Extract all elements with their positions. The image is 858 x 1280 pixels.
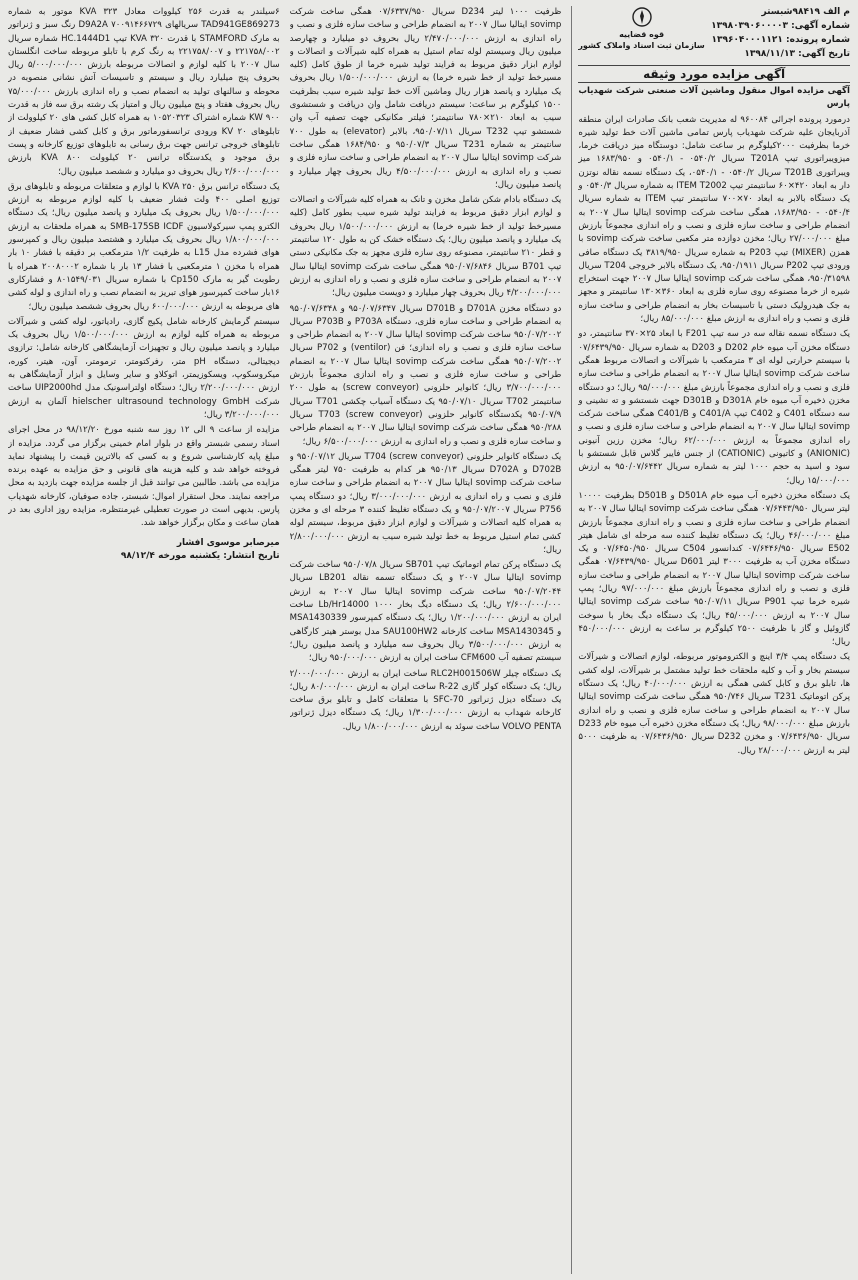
notice-date-label: تاریخ آگهی: <box>798 49 850 59</box>
ref-number: م الف ۹۸۴۱۹شبستر <box>761 7 850 17</box>
publication-date-label: تاریخ انتشار: یکشنبه مورخه <box>158 550 280 561</box>
paragraph: یک دستگاه کانوایر حلزونی (screw conveyor) T704 سریال ۹۵۰/۰۷/۱۲ و D702B و D702A سریال ۹۵۰/۱۳ هر کدام به ظرفیت ۷۵۰ لیتر همگی ساخت شرکت sovimp ایتالیا سال ۲۰۰۷ به انضمام طراحی و ساخت سازه فلزی و نصب و راه اندازی به ارزش ۳/۰۰۰/۰۰۰/۰۰۰ ریال؛ دو دستگاه پمپ P756 سریال ۹۵۰/۰۷/۲۰۰۷ و یک دستگاه تغلیظ کننده ۳ مرحله ای و مخزن به همراه کلیه اتصالات و شیرآلات و لوازم ابزار دقیق مربوط، سیستم لوله کشی تمام استیل مربوط به خط تولید شیره سیب به ارزش ۲/۸۰۰/۰۰۰/۰۰۰ ریال؛ <box>289 451 562 555</box>
notice-meta <box>711 6 850 62</box>
case-number-value: ۱۳۹۶۰۴۰۰۰۱۱۲۱ <box>711 35 783 45</box>
case-number-label: شماره پرونده: <box>786 35 850 45</box>
organization-emblem <box>578 6 704 51</box>
paragraph: دو دستگاه مخزن D701A و D701B سریال ۹۵۰/۰۷/۶۳۴۷ و ۹۵۰/۰۷/۶۳۴۸ به انضمام طراحی و ساخت سازه فلزی، دستگاه P703A و P703B سریال ۹۵۰/۰۷/۲۰۰۲ ساخت شرکت sovimp ایتالیا سال ۲۰۰۷ به انضمام طراحی و ساخت سازه فلزی و نصب و راه اندازی؛ فن (ventilor) و P702 سریال ۹۵۰/۰۷/۲۰۰۲ همگی ساخت شرکت sovimp ایتالیا سال ۲۰۰۷ به انضمام طراحی و ساخت سازه فلزی و نصب و راه اندازی مجموعاً بارزش ۳/۷۰۰/۰۰۰/۰۰۰ ریال؛ کانوایر حلزونی (screw conveyor) به طول ۲۰۰ سانتیمتر T702 سریال ۹۵۰/۰۷/۱۰ یک دستگاه آسیاب چکشی T701 سریال ۹۵۰/۰۷/۹ یکدستگاه کانوایر حلزونی (screw conveyor) T703 سریال ۹۵۰/۲۸۸ همگی ساخت شرکت sovimp ایتالیا سال ۲۰۰۷ به انضمام طراحی و ساخت سازه فلزی و نصب و راه اندازی به ارزش ۶/۵۰۰/۰۰۰/۰۰۰ ریال؛ <box>289 303 562 447</box>
paragraph: یک دستگاه مخزن ذخیره آب میوه خام D501A و D501B بظرفیت ۱۰۰۰۰ لیتر سریال ۰۷/۶۴۴۳/۹۵۰ همگی ساخت شرکت sovimp ایتالیا سال ۲۰۰۷ به انضمام طراحی و ساخت سازه فلزی و نصب و راه اندازی مجموعاً بارزش مبلغ ۴۶/۰۰۰/۰۰۰ ریال؛ یک دستگاه تغلیظ کننده سه مرحله ای شامل هیتر E502 سریال ۰۷/۶۴۴۶/۹۵۰ کندانسور C504 سریال ۰۷/۶۴۵۰/۹۵۰ و یک دستگاه مخزن آب به ظرفیت ۳۰۰۰ لیتر D601 سریال ۰۷/۶۴۳۹/۹۵۰ همگی ساخت شرکت sovimp ایتالیا سال ۲۰۰۷ به انضمام طراحی و ساخت سازه فلزی و نصب و راه اندازی مجموعاً بارزش مبلغ ۹۷/۰۰۰/۰۰۰ ریال؛ پمپ شیره خرما تیپ P901 سریال ۹۵۰/۰۷/۱۱ ساخت شرکت sovimp ایتالیا سال ۲۰۰۷ به ارزش ۴۵/۰۰۰/۰۰۰ ریال؛ یک دستگاه دیگ بخار با سوخت گازوئیل و گاز با ظرفیت ۲۵۰۰ کیلوگرم بر ساعت به ارزش ۴۵۰/۰۰۰/۰۰۰ ریال؛ <box>578 490 850 648</box>
emblem-icon <box>631 6 653 28</box>
column-right <box>571 6 850 1274</box>
case-number <box>711 34 850 46</box>
paragraph: یک دستگاه نسمه نقاله سه در سه تیپ F201 با ابعاد ۲۵×۳۷۰ سانتیمتر، دو دستگاه مخزن آب میوه خام D202 و D203 به شماره سریال ۰۷/۶۴۳۹/۹۵۰ با سیستم حرارتی لوله ای ۳ مترمکعب با شیرآلات و اتصالات مربوط همگی ساخت شرکت sovimp ایتالیا سال ۲۰۰۷ به انضمام طراحی و ساخت سازه فلزی و نصب و راه اندازی مجموعاً بارزش مبلغ ۹۵/۰۰۰/۰۰۰ ریال؛ دو دستگاه مخزن ذخیره آب میوه خام D301A و D301B جهت شستشو و ته نشینی و سه دستگاه C401 و C402 تیپ C401/A و C401/B همگی ساخت شرکت sovimp ایتالیا سال ۲۰۰۷ به انضمام طراحی و ساخت سازه فلزی و نصب و راه اندازی مجموعاً به ارزش ۶۲/۰۰۰/۰۰۰ ریال؛ مخزن رزین آنیونی (ANIONIC) و کاتیونی (CATIONIC) از جنس فایبر گلاس قابل شستشو با سود و اسید به حجم ۱۰۰۰ لیتر به شماره سریال ۹۵۰/۰۷/۶۴۴۲ به ارزش ۱۵/۰۰۰/۰۰۰ ریال؛ <box>578 329 850 486</box>
columns <box>8 6 850 1274</box>
notice-header <box>578 6 850 62</box>
notice-number <box>711 20 850 32</box>
column-left <box>8 6 280 1274</box>
paragraph: مزایده از ساعت ۹ الی ۱۲ روز سه شنبه مورخ ۹۸/۱۲/۲۰ در محل اجرای اسناد رسمی شبستر واقع در بلوار امام خمینی برگزار می گردد. مزایده از مبلغ پایه کارشناسی شروع و به کسی که بالاترین قیمت را پیشنهاد نماید فروخته خواهد شد و کلیه هزینه های قانونی و حق مزایده به عهده برنده مزایده می باشد. طالبین می توانند قبل از جلسه مزایده جهت بازدید به محل مراجعه نمایند. محل استقرار اموال: شبستر، جاده صوفیان، کارخانه شهدیاب پارس. بدیهی است در صورت تعطیلی غیرمنتظره، مزایده روز اداری بعد در همان ساعت و مکان برگزار خواهد شد. <box>7 425 280 529</box>
publication-date-value: ۹۸/۱۲/۴ <box>120 550 155 561</box>
paragraph: یک دستگاه ترانس برق KVA ۲۵۰ با لوازم و متعلقات مربوطه و تابلوهای برق توزیع اصلی ۴۰۰ ولت فشار ضعیف با کلیه لوازم مربوطه به ارزش ۱/۵۰۰/۰۰۰/۰۰۰ ریال بحروف یک میلیارد و پانصد میلیون ریال؛ یک دستگاه الکترو پمپ سیرکولاسیون SMB-175SB ICDF به همراه ملحقات به ارزش ۱/۸۰۰/۰۰۰/۰۰۰ ریال بحروف یک میلیارد و هشتصد میلیون ریال و کمپرسور هوای فشرده مدل L15 به ظرفیت ۱/۲ مترمکعب بر دقیقه با فشار ۱۰ بار همراه با مخزن ۱ مترمکعبی با فشار ۱۳ بار با شماره ۲۰۰۸۰۰۰۲ همراه با رطوبت گیر به مارک Cp150 با شماره سریال ۸۰۱۵۴۹/۰۳۱ و فشارکاری ۱۶بار ساخت کمپرسور هوای تبریز به انضمام نصب و راه اندازی و لوله کشی های مربوطه به ارزش ۶۰۰/۰۰۰/۰۰۰ ریال بحروف ششصد میلیون ریال؛ <box>7 181 280 312</box>
column-middle <box>290 6 562 1274</box>
notice-date-value: ۱۳۹۸/۱۱/۱۳ <box>744 49 795 59</box>
signature: میرصابر موسوی افشار <box>176 537 280 548</box>
paragraph: ۶سیلندر به قدرت ۲۵۶ کیلووات معادل ۳۲۳ KVA موتور به شماره TAD941GE869273 سریالهای ۷۰۰۹۱۴۶۶۷۲۹ D9A2A رنگ سبز و ژنراتور به مارک STAMFORD با قدرت ۳۲۰ KVA تیپ HC.1444D1 شماره سریال ۲۲۱۷۵۸/۰۰۲ و ۲۲۱۷۵۸/۰۰۷ به رنگ کرم با تابلو مربوطه ساخت انگلستان سال ۲۰۰۷ با کلیه لوازم و اتصالات مربوطه بارزش ۵/۰۰۰/۰۰۰/۰۰۰ ریال بحروف پنج میلیارد ریال و سیستم و تاسیسات آتش نشانی منصوبه در محوطه و سالنهای تولید به انضمام نصب و راه اندازی بارزش ۷۵/۰۰۰/۰۰۰ ریال بحروف هفتاد و پنج میلیون ریال و امتیاز یک رشته برق سه فاز به قدرت ۹۰۰ KW شماره اشتراک ۱۰۵۲۰۳۲۳ به همراه کابل کشی های ۲۰ کیلوولت از تابلوهای ۲۰ KV ورودی ترانسفورماتور برق و کابل کشی فشار ضعیف از تابلوهای خروجی ترانس جهت برق رسانی به تابلوهای توزیع کارخانه و پست برق موجود و یکدستگاه ترانس ۲۰ کیلوولت ۸۰۰ KVA بارزش ۲/۶۰۰/۰۰۰/۰۰۰ ریال بحروف دو میلیارد و ششصد میلیون ریال؛ <box>7 7 280 177</box>
paragraph: یک دستگاه پمپ ۳/۴ اینچ و الکتروموتور مربوطه، لوازم اتصالات و شیرآلات سیستم بخار و آب و کلیه ملحقات خط تولید مشتمل بر شیرآلات، لوله کشی ها، تابلو برق و کابل کشی همگی به ارزش ۴۰/۰۰۰/۰۰۰ ریال؛ یک دستگاه پرکن اتوماتیک T231 سریال ۹۵۰/۷۴۶ همگی ساخت شرکت sovimp ایتالیا سال ۲۰۰۷ به انضمام طراحی و ساخت سازه فلزی و نصب و راه اندازی بارزش مبلغ ۹۸/۰۰۰/۰۰۰ ریال؛ یک دستگاه مخزن ذخیره آب میوه خام D233 سریال ۰۷/۶۴۳۶/۹۵۰ و مخزن D232 سریال ۰۷/۶۴۳۶/۹۵۰ به ظرفیت ۵۰۰۰ لیتر به ارزش ۲۸/۰۰۰/۰۰۰ ریال. <box>578 652 850 756</box>
notice-number-label: شماره آگهی: <box>791 21 850 31</box>
notice-title: آگهی مزایده مورد وثیقه <box>578 65 850 83</box>
paragraph: ظرفیت ۱۰۰۰ لیتر D234 سریال ۰۷/۶۳۳۷/۹۵۰ همگی ساخت شرکت sovimp ایتالیا سال ۲۰۰۷ به انضمام طراحی و ساخت سازه فلزی و نصب و راه اندازی به ارزش ۲/۴۷۰/۰۰۰/۰۰۰ ریال بحروف دو میلیارد و چهارصد میلیون ریال وسیستم لوله تمام استیل به همراه کلیه شیرآلات و اتصالات و لوازم ابزار دقیق مربوط به فرایند تولید شیره خرما از طوق کامل (کلیه مسیرخط تولید از خط شیره خرما) به ارزش ۱/۵۰۰/۰۰۰/۰۰۰ ریال بحروف یک میلیارد و پانصد هزار ریال وماشین آلات خط تولید شیره سیب بظرفیت ۱۵۰۰ کیلوگرم بر ساعت: سیستم دریافت شامل وان دریافت و شستشوی سیب به ابعاد ۲۱۰×۷۸۰ سانتیمتر؛ فیلتر مکانیکی جهت تصفیه آب وان شستشو تیپ T232 سریال ۹۵۰/۰۷/۱۱، بالابر (elevator) به طول ۷۰۰ سانتیمتر به شماره T231 سریال ۹۵۰/۰۷/۳ و ۱۶۸۴/۹۵۰ همگی ساخت شرکت sovimp ایتالیا سال ۲۰۰۷ به انضمام طراحی و ساخت سازه فلزی و نصب و راه اندازی به ارزش ۴/۵۰۰/۰۰۰/۰۰۰ ریال بحروف چهار میلیارد و پانصد میلیون ریال؛ <box>289 7 562 190</box>
paragraph: یک دستگاه بادام شکن شامل مخزن و تانک به همراه کلیه شیرآلات و اتصالات و لوازم ابزار دقیق مربوط به فرایند تولید شیره سیب بطور کامل (کلیه مسیرخط تولید از خط شیره خرما) به ارزش ۱/۵۰۰/۰۰۰/۰۰۰ ریال بحروف یک میلیارد و پانصد میلیون ریال؛ یک دستگاه خشک کن به طول ۱۲۰ سانتیمتر و قطر ۲۱۰ سانتیمتر، مصنوعه روی سازه فلزی مجهز به جک مکانیکی دستی تیپ B701 سریال ۹۵۰/۰۷/۶۸۴۶ همگی ساخت شرکت sovimp ایتالیا سال ۲۰۰۷ به انضمام طراحی و ساخت سازه فلزی و نصب و راه اندازی به ارزش ۴/۲۰۰/۰۰۰/۰۰۰ ریال بحروف چهار میلیارد و دویست میلیون ریال؛ <box>289 195 562 299</box>
notice-date <box>711 48 850 60</box>
org-line-2: سازمان ثبت اسناد واملاک کشور <box>578 41 705 50</box>
notice-subtitle: آگهی مزایده اموال منقول وماشین آلات صنعتی شرکت شهدیاب پارس <box>578 86 850 110</box>
paragraph: یک دستگاه چیلر RLC2H001506W ساخت ایران به ارزش ۲/۰۰۰/۰۰۰/۰۰۰ ریال؛ یک دستگاه کولر گازی R-22 ساخت ایران به ارزش ۸۰/۰۰۰/۰۰۰ ریال؛ یک دستگاه دیزل ژنراتور SFC-70 با متعلقات کامل و تابلو برق ساخت کارخانه شهداب به ارزش ۱/۳۰۰/۰۰۰/۰۰۰ ریال؛ یک دستگاه دیزل ژنراتور VOLVO PENTA ساخت سوئد به ارزش ۱/۸۰۰/۰۰۰/۰۰۰ ریال. <box>289 668 562 732</box>
notice-number-value: ۱۳۹۸۰۳۹۰۶۰۰۰۰۳ <box>711 21 788 31</box>
publication-date <box>8 550 280 563</box>
paragraph: درمورد پرونده اجرائی ۹۶۰۰۸۴ له مدیریت شعب بانک صادرات ایران منطقه آذربایجان علیه شرکت شهدیاب پارس تمامی ماشین آلات خط تولید شیره خرما بظرفیت ۲۰۰۰کیلوگرم بر ساعت شامل: دوستگاه میز دریافت خرما، میزویبراتوری تیپ T201A سریال ۰۵۴۰/۲ - ۰۵۴۰/۱ و ۱۶۸۳/۹۵۰ میز ویبراتوری T201B سریال ۰۵۴۰/۲ - ۰۵۴۰/۱، یک دستگاه نسمه نقاله نوتزن دار به ابعاد ۴۲۰×۶۰ سانتیمتر تیپ ITEM T2002 به شماره سریال ۰۵۴۰/۳ و یک دستگاه بالابر به ابعاد ۷۰×۷۰۰ سانتیمتر تیپ ITEM به شماره سریال ۰۵۴۰/۴ - ۱۶۸۳/۹۵۰، همگی ساخت شرکت sovimp ایتالیا سال ۲۰۰۷ به انضمام طراحی و ساخت سازه فلزی و نصب و راه اندازی مجموعاً بارزش مبلغ ۲۷/۰۰۰/۰۰۰ ریال؛ مخزن دوازده متر مکعبی ساخت شرکت sovimp با همزن (MIXER) تیپ P203 به شماره سریال ۳۸۱۹/۹۵۰ یک دستگاه صافی ورودی تیپ P202 سریال ۹۵۰/۱۹۱۱، یک دستگاه بالابر خروجی T204 سریال ۹۵۰/۳۱۵۹۸، همگی ساخت شرکت sovimp ایتالیا سال ۲۰۰۷ جهت استخراج شیره از خرما مصنوعه روی سازه فلزی به ابعاد ۳۶۰×۱۳۰ سانتیمتر و مجهز به جک هیدرولیک دستی با تاسیسات بخار به انضمام طراحی و ساخت سازه فلزی و نصب و راه اندازی به ارزش مبلغ ۸۵/۰۰۰/۰۰۰ ریال؛ <box>578 114 850 325</box>
paragraph: سیستم گرمایش کارخانه شامل پکیج گازی، رادیاتور، لوله کشی و شیرآلات مربوطه به همراه کلیه لوازم به ارزش ۱/۵۰۰/۰۰۰/۰۰۰ ریال بحروف یک میلیارد و پانصد میلیون ریال و تجهیزات آزمایشگاهی کارخانه شامل: ترازوی دیجیتالی، دستگاه pH متر، رفرکتومتر، ترمومتر، آون، هیتر، کوره، میکروسکوپ، ویسکوزیمتر، اتوکلاو و سایر وسایل و ابزار آزمایشگاهی به ارزش ۲/۲۰۰/۰۰۰/۰۰۰ ریال؛ دستگاه اولتراسونیک مدل UIP2000hd ساخت شرکت hielscher ultrasound technology GmbH آلمان به ارزش ۳/۲۰۰/۰۰۰/۰۰۰ ریال؛ <box>7 316 280 420</box>
org-line-1: قوه قضاییه <box>619 30 665 39</box>
paragraph: یک دستگاه پرکن تمام اتوماتیک تیپ SB701 سریال ۹۵۰/۰۷/۸ ساخت شرکت sovimp ایتالیا سال ۲۰۰۷ و یک دستگاه تسمه نقاله LB201 سریال ۹۵۰/۰۷/۲۰۴۴ ساخت شرکت sovimp ایتالیا سال ۲۰۰۷ به ارزش ۲/۶۰۰/۰۰۰/۰۰۰ ریال؛ یک دستگاه دیگ بخار ۱۰۰۰ Lb/Hr14000 ساخت ایران به ارزش ۱/۲۰۰/۰۰۰/۰۰۰ ریال؛ یک دستگاه کمپرسور MSA1430339 و MSA1430345 ساخت کارخانه SAU100HW2 مدل بوستر هیتر کارگاهی به ارزش ۳/۵۰۰/۰۰۰/۰۰۰ ریال بحروف سه میلیارد و پانصد میلیون ریال؛ سیستم تصفیه آب CFM600 ساخت ایران به ارزش ۹۵۰/۰۰۰/۰۰۰ ریال؛ <box>289 560 562 664</box>
